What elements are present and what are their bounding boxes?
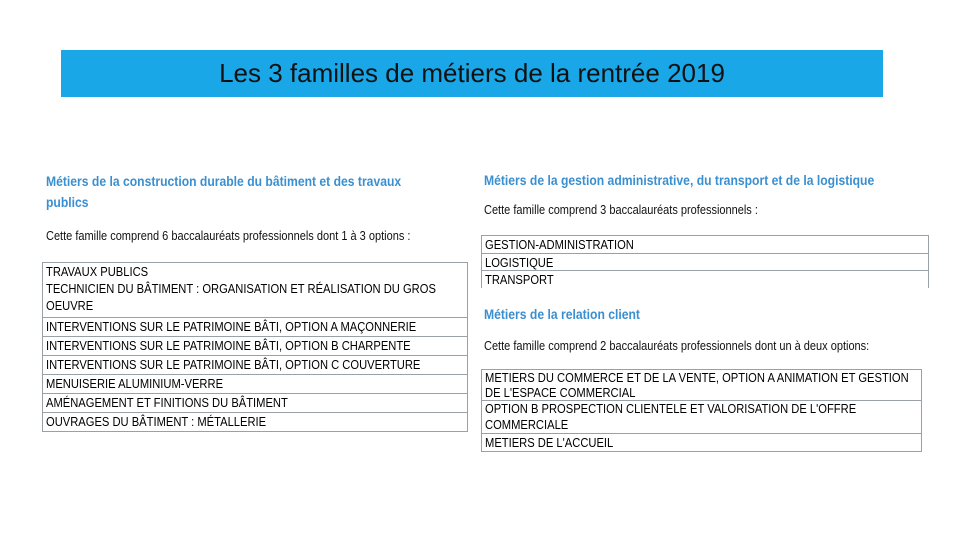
table-cell: TRAVAUX PUBLICS xyxy=(46,264,149,279)
slide-title: Les 3 familles de métiers de la rentrée 2019 xyxy=(219,58,725,88)
table-row xyxy=(481,434,922,452)
table-cell: INTERVENTIONS SUR LE PATRIMOINE BÂTI, OPTION C COUVERTURE xyxy=(46,357,421,372)
table-cell: GESTION-ADMINISTRATION xyxy=(485,237,634,252)
table-row xyxy=(42,375,468,394)
table-row xyxy=(481,236,929,254)
table-row xyxy=(481,370,922,401)
table-cell: OPTION B PROSPECTION CLIENTELE ET VALORISATION DE L'OFFRE COMMERCIALE xyxy=(485,401,857,432)
table-row xyxy=(42,356,468,375)
construction-heading: Métiers de la construction durable du bâtiment et des travaux publics xyxy=(46,174,402,210)
table-cell: INTERVENTIONS SUR LE PATRIMOINE BÂTI, OPTION B CHARPENTE xyxy=(46,338,411,353)
gestion-heading: Métiers de la gestion administrative, du transport et de la logistique xyxy=(484,173,875,188)
relation-table xyxy=(481,369,922,452)
construction-intro: Cette famille comprend 6 baccalauréats professionnels dont 1 à 3 options : xyxy=(46,229,411,243)
slide-title-bar xyxy=(61,50,883,97)
table-row xyxy=(42,413,468,432)
table-row xyxy=(481,271,929,288)
gestion-table xyxy=(481,235,929,288)
gestion-intro: Cette famille comprend 3 baccalauréats professionnels : xyxy=(484,203,758,217)
table-row xyxy=(481,401,922,434)
table-row xyxy=(42,318,468,337)
table-cell: METIERS DU COMMERCE ET DE LA VENTE, OPTION A ANIMATION ET GESTION DE L'ESPACE COMMERCIAL xyxy=(485,370,909,400)
table-row xyxy=(42,337,468,356)
table-cell: METIERS DE L'ACCUEIL xyxy=(485,435,614,450)
table-cell: LOGISTIQUE xyxy=(485,255,554,270)
table-cell: TECHNICIEN DU BÂTIMENT : ORGANISATION ET RÉALISATION DU GROS OEUVRE xyxy=(46,281,436,313)
construction-table xyxy=(42,262,468,432)
table-cell: INTERVENTIONS SUR LE PATRIMOINE BÂTI, OPTION A MAÇONNERIE xyxy=(46,319,417,334)
table-cell: TRANSPORT xyxy=(485,272,554,287)
table-row xyxy=(481,254,929,271)
relation-heading: Métiers de la relation client xyxy=(484,307,640,322)
table-cell: MENUISERIE ALUMINIUM-VERRE xyxy=(46,376,224,391)
relation-intro: Cette famille comprend 2 baccalauréats professionnels dont un à deux options: xyxy=(484,339,870,353)
table-cell: AMÉNAGEMENT ET FINITIONS DU BÂTIMENT xyxy=(46,395,288,410)
table-row xyxy=(42,394,468,413)
table-row xyxy=(42,263,468,318)
table-cell: OUVRAGES DU BÂTIMENT : MÉTALLERIE xyxy=(46,414,267,429)
